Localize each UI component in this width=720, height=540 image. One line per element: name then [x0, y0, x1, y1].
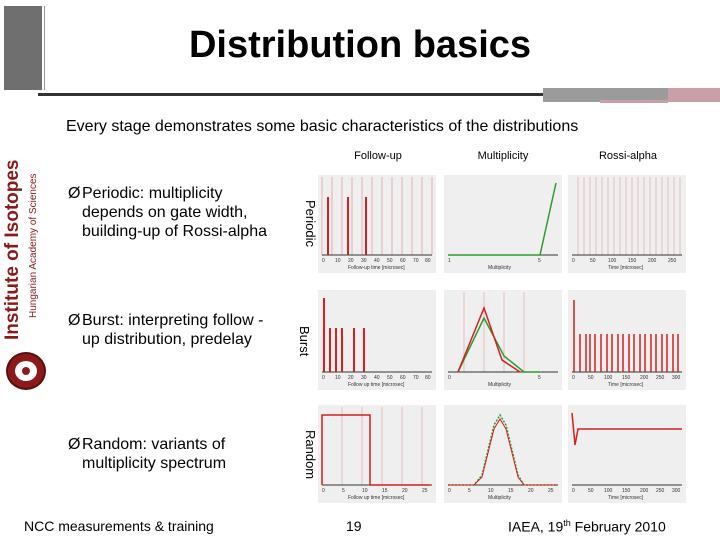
- column-header-multiplicity: Multiplicity: [477, 150, 529, 162]
- footer-right-sup: th: [563, 518, 571, 528]
- plot-periodic-followup: [318, 175, 436, 273]
- plot-periodic-multiplicity: [444, 175, 562, 273]
- plot-random-followup: [318, 405, 436, 503]
- tick-label: 0: [572, 258, 575, 264]
- tick-label: 200: [648, 258, 657, 264]
- plot-random-multiplicity: [444, 405, 562, 503]
- tick-label: 50: [588, 375, 594, 381]
- tick-label: 150: [622, 488, 631, 494]
- decor-bar: [668, 88, 720, 102]
- bullet-burst: [68, 311, 280, 349]
- bullet-text: Burst: interpreting follow -up distribution, predelay: [82, 312, 264, 348]
- tick-label: 100: [604, 488, 613, 494]
- tick-label: 300: [672, 375, 681, 381]
- axis-label: Multiplicity: [488, 265, 512, 271]
- page-title: Distribution basics: [188, 24, 532, 66]
- tick-label: 5: [468, 488, 471, 494]
- institute-label: Institute of Isotopes: [2, 159, 23, 340]
- plot-burst-multiplicity: [444, 290, 562, 390]
- plot-periodic-rossi: [568, 175, 686, 273]
- tick-label: 10: [362, 488, 368, 494]
- footer-right-prefix: IAEA, 19: [508, 518, 564, 535]
- bullet-text: Periodic: multiplicity depends on gate width, building-up of Rossi-alpha: [82, 185, 267, 240]
- tick-label: 70: [413, 375, 419, 381]
- page-subtitle: Every stage demonstrates some basic characteristics of the distributions: [66, 118, 579, 135]
- page-number: 19: [346, 518, 362, 534]
- column-header-rossi: Rossi-alpha: [598, 150, 658, 162]
- tick-label: 200: [640, 375, 649, 381]
- decor-bar: [600, 100, 668, 103]
- tick-label: 0: [448, 488, 451, 494]
- footer-right: [508, 518, 666, 535]
- axis-label: Time [microsec]: [608, 382, 644, 388]
- axis-label: Follow up time [microsec]: [348, 495, 405, 501]
- bullet-marker: Ø: [68, 185, 81, 202]
- tick-label: 150: [622, 375, 631, 381]
- title-underline: [38, 93, 543, 96]
- tick-label: 250: [668, 258, 677, 264]
- bullet-random: [68, 435, 268, 473]
- tick-label: 0: [322, 258, 325, 264]
- tick-label: 20: [348, 375, 354, 381]
- tick-label: 5: [538, 375, 541, 381]
- tick-label: 250: [656, 375, 665, 381]
- tick-label: 100: [608, 258, 617, 264]
- column-header-followup: Follow-up: [354, 150, 402, 162]
- plot-burst-followup: [318, 290, 436, 390]
- tick-label: 10: [335, 258, 341, 264]
- tick-label: 50: [387, 375, 393, 381]
- tick-label: 40: [374, 375, 380, 381]
- tick-label: 300: [672, 488, 681, 494]
- axis-label: Follow-up time [microsec]: [348, 265, 405, 271]
- axis-label: Follow up time [microsec]: [348, 382, 405, 388]
- bullet-text: Random: variants of multiplicity spectrum: [82, 436, 227, 472]
- row-label-random: Random: [303, 430, 318, 480]
- tick-label: 5: [538, 258, 541, 264]
- tick-label: 70: [413, 258, 419, 264]
- tick-label: 0: [448, 375, 451, 381]
- tick-label: 50: [387, 258, 393, 264]
- footer-right-suffix: February 2010: [570, 518, 666, 535]
- tick-label: 5: [342, 488, 345, 494]
- tick-label: 100: [604, 375, 613, 381]
- tick-label: 0: [322, 375, 325, 381]
- tick-label: 15: [382, 488, 388, 494]
- footer-left: NCC measurements & training: [24, 518, 214, 534]
- tick-label: 50: [588, 488, 594, 494]
- institute-logo: [6, 352, 46, 390]
- tick-label: 80: [425, 375, 431, 381]
- tick-label: 0: [572, 488, 575, 494]
- tick-label: 0: [572, 375, 575, 381]
- row-label-burst: Burst: [297, 326, 312, 357]
- tick-label: 80: [425, 258, 431, 264]
- tick-label: 10: [488, 488, 494, 494]
- tick-label: 60: [400, 375, 406, 381]
- bullet-periodic: [68, 184, 278, 241]
- row-label-periodic: Periodic: [303, 200, 318, 247]
- bullet-marker: Ø: [68, 436, 81, 453]
- bullet-marker: Ø: [68, 312, 81, 329]
- plot-random-rossi: [568, 405, 686, 503]
- axis-label: Multiplicity: [488, 382, 512, 388]
- tick-label: 0: [322, 488, 325, 494]
- sidebar: [0, 0, 46, 540]
- tick-label: 20: [402, 488, 408, 494]
- tick-label: 30: [361, 375, 367, 381]
- tick-label: 25: [422, 488, 428, 494]
- tick-label: 20: [348, 258, 354, 264]
- tick-label: 200: [640, 488, 649, 494]
- tick-label: 20: [528, 488, 534, 494]
- tick-label: 40: [374, 258, 380, 264]
- axis-label: Time [microsec]: [608, 265, 644, 271]
- tick-label: 50: [590, 258, 596, 264]
- plot-burst-rossi: [568, 290, 686, 390]
- tick-label: 250: [656, 488, 665, 494]
- tick-label: 30: [361, 258, 367, 264]
- tick-label: 150: [628, 258, 637, 264]
- axis-label: Multiplicity: [488, 495, 512, 501]
- tick-label: 25: [548, 488, 554, 494]
- tick-label: 60: [400, 258, 406, 264]
- axis-label: Time [microsec]: [608, 495, 644, 501]
- tick-label: 10: [335, 375, 341, 381]
- academy-label: Hungarian Academy of Sciences: [28, 173, 39, 318]
- tick-label: 1: [448, 258, 451, 264]
- tick-label: 15: [508, 488, 514, 494]
